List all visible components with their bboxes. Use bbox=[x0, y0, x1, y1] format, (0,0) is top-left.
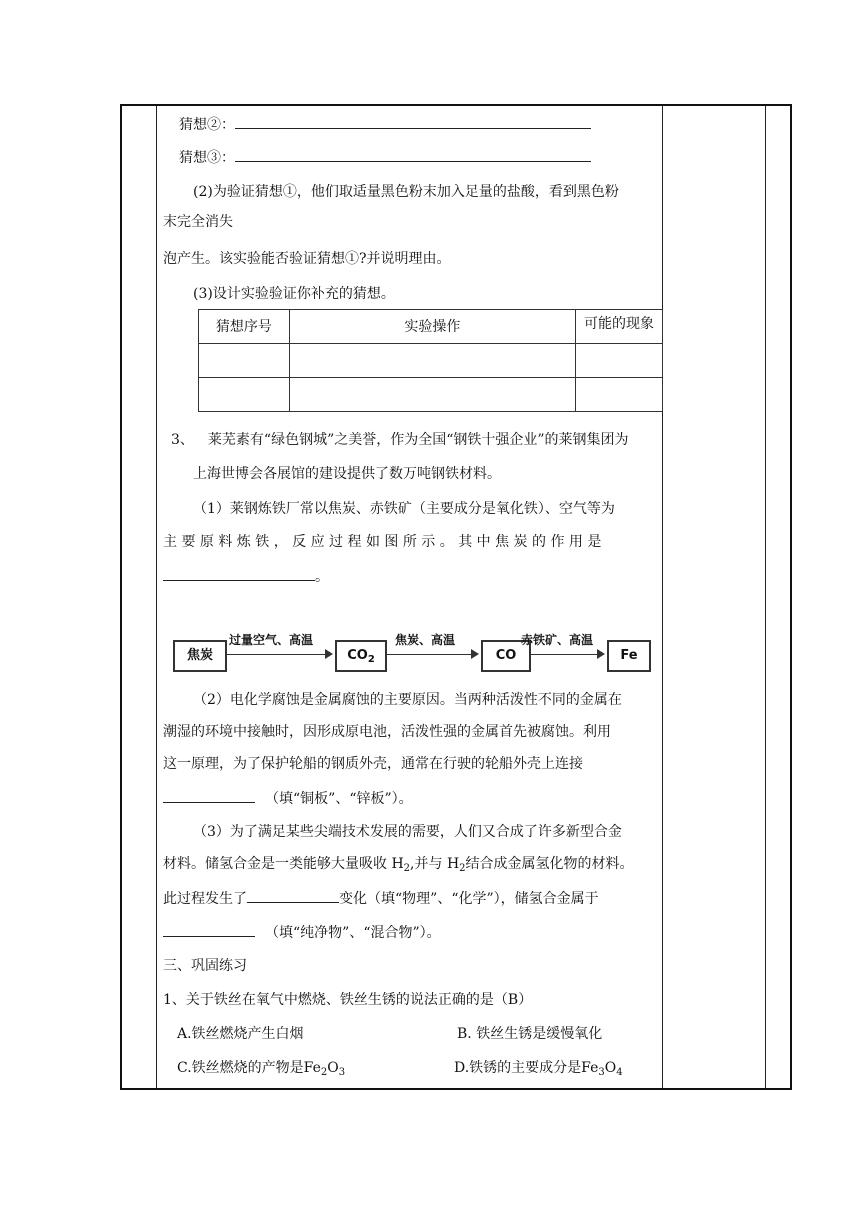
guess-table bbox=[198, 309, 663, 412]
column-divider bbox=[765, 106, 766, 1088]
worksheet-content bbox=[163, 104, 663, 1090]
part3-text: 材料。储氢合金是一类能够大量吸收 $H_2$,并与 $H_2$结合成金属氢化物的材料。 bbox=[163, 856, 634, 874]
table-row bbox=[199, 344, 663, 378]
part2-answer-line: （填“铜板”、“锌板”）。 bbox=[163, 788, 413, 809]
table-cell[interactable] bbox=[289, 378, 575, 412]
question-3-intro: 上海世博会各展馆的建设提供了数万吨钢铁材料。 bbox=[193, 466, 501, 482]
arrow-head bbox=[325, 649, 333, 659]
option-c: C.铁丝燃烧的产物是$Fe_2O_3$ bbox=[177, 1060, 346, 1078]
exercise-question: 1、关于铁丝在氧气中燃烧、铁丝生锈的说法正确的是（B） bbox=[163, 992, 533, 1008]
arrow-head bbox=[597, 649, 605, 659]
guess-3-line: 猜想③： bbox=[179, 147, 591, 168]
node-coke: 焦炭 bbox=[173, 640, 227, 672]
arrow-line bbox=[385, 654, 473, 655]
part2-text: 这一原理，为了保护轮船的钢质外壳，通常在行驶的轮船外壳上连接 bbox=[163, 756, 583, 772]
iron-making-flow-diagram bbox=[173, 632, 653, 676]
question-3-intro: 3、 莱芜素有“绿色钢城”之美誉，作为全国“钢铁十强企业”的莱钢集团为 bbox=[171, 432, 629, 448]
arrow-line bbox=[225, 654, 325, 655]
arrow-label: 赤铁矿、高温 bbox=[521, 633, 594, 647]
table-cell[interactable] bbox=[199, 344, 290, 378]
node-co: CO bbox=[481, 640, 531, 672]
table-cell[interactable] bbox=[199, 378, 290, 412]
arrow-line bbox=[529, 654, 597, 655]
part3-answer-line: （填“纯净物”、“混合物”）。 bbox=[163, 922, 441, 943]
table-header: 猜想序号 bbox=[199, 310, 290, 344]
part3-text: 此过程发生了 变化（填“物理”、“化学”），储氢合金属于 bbox=[163, 888, 599, 909]
table-cell[interactable] bbox=[289, 344, 575, 378]
table-row bbox=[199, 310, 663, 344]
column-divider bbox=[156, 106, 157, 1088]
part3-text: (3)设计实验验证你补充的猜想。 bbox=[193, 286, 395, 302]
node-fe: Fe bbox=[607, 640, 651, 672]
table-row bbox=[199, 378, 663, 412]
part2-text: （2）电化学腐蚀是金属腐蚀的主要原因。当两种活泼性不同的金属在 bbox=[193, 692, 622, 708]
part2-text: 潮湿的环境中接触时，因形成原电池，活泼性强的金属首先被腐蚀。利用 bbox=[163, 724, 611, 740]
part2-text: 泡产生。该实验能否验证猜想①?并说明理由。 bbox=[163, 251, 451, 267]
table-cell[interactable] bbox=[575, 344, 662, 378]
section-heading: 三、巩固练习 bbox=[163, 958, 247, 974]
node-co2: $CO_2$ bbox=[335, 640, 387, 672]
table-header: 实验操作 bbox=[289, 310, 575, 344]
table-cell[interactable] bbox=[575, 378, 662, 412]
arrow-head bbox=[471, 649, 479, 659]
part1-text: 主 要 原 料 炼 铁 ， 反 应 过 程 如 图 所 示 。 其 中 焦 炭 的 作 用 是 bbox=[163, 534, 602, 550]
part2-text: 末完全消失 bbox=[163, 214, 233, 230]
option-a: A.铁丝燃烧产生白烟 bbox=[177, 1026, 304, 1042]
guess-2-line: 猜想②： bbox=[179, 114, 591, 135]
arrow-label: 过量空气、高温 bbox=[229, 633, 314, 647]
part1-answer-line: 。 bbox=[163, 566, 329, 587]
arrow-label: 焦炭、高温 bbox=[395, 633, 456, 647]
table-header: 可能的现象 bbox=[575, 310, 662, 344]
part1-text: （1）莱钢炼铁厂常以焦炭、赤铁矿（主要成分是氧化铁）、空气等为 bbox=[193, 501, 615, 517]
part3-text: （3）为了满足某些尖端技术发展的需要，人们又合成了许多新型合金 bbox=[193, 824, 622, 840]
option-d: D.铁锈的主要成分是$Fe_3O_4$ bbox=[454, 1060, 623, 1078]
option-b: B. 铁丝生锈是缓慢氧化 bbox=[457, 1026, 603, 1042]
part2-text: (2)为验证猜想①，他们取适量黑色粉末加入足量的盐酸，看到黑色粉 bbox=[193, 184, 619, 200]
